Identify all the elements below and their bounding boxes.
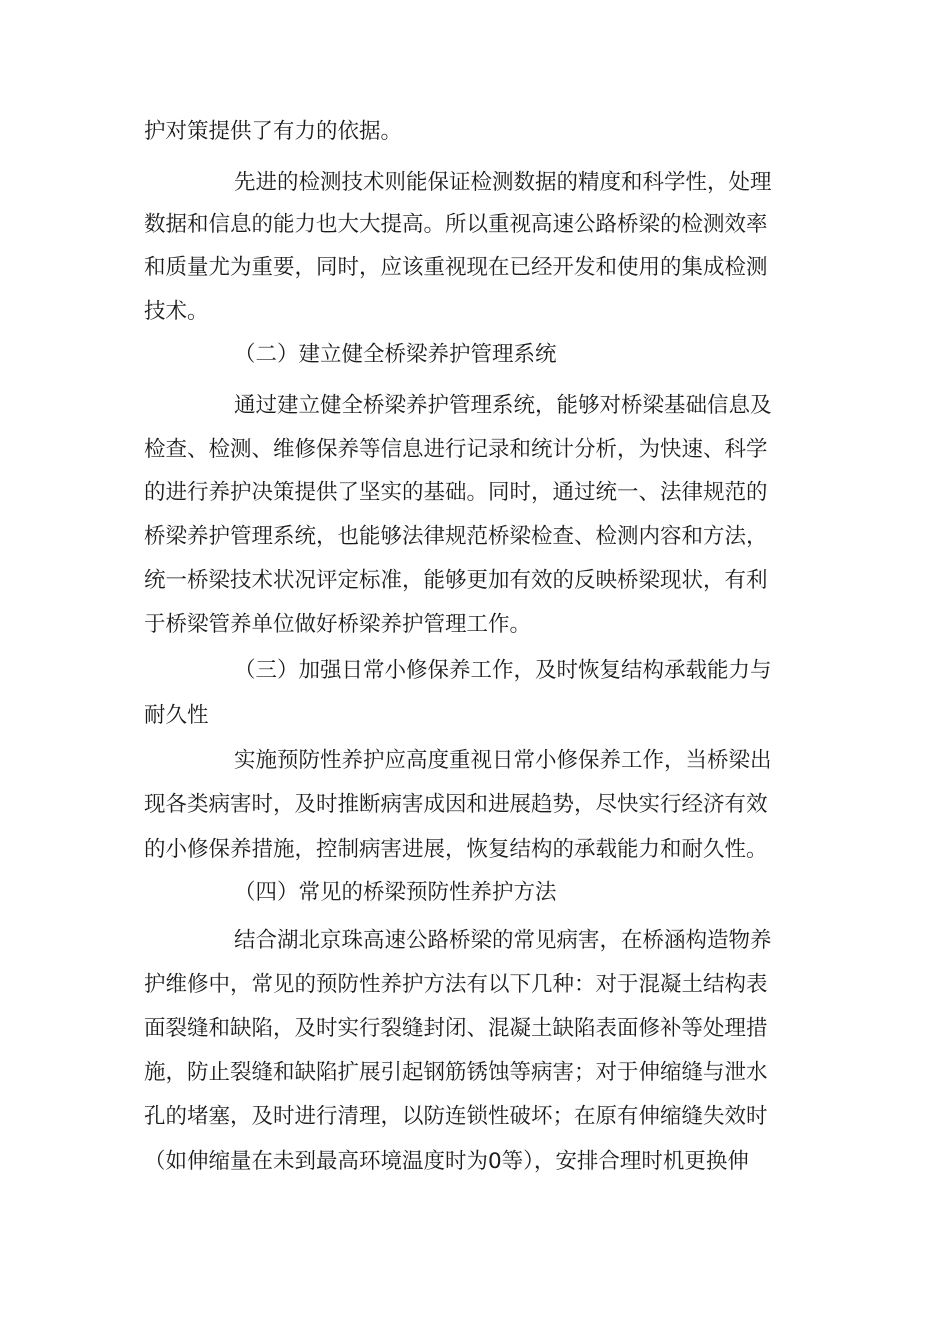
paragraph-line: 于桥梁管养单位做好桥梁养护管理工作。 xyxy=(144,612,532,637)
paragraph-line: 护对策提供了有力的依据。 xyxy=(144,119,403,144)
paragraph-line: 和质量尤为重要，同时，应该重视现在已经开发和使用的集成检测 xyxy=(144,255,768,280)
paragraph-line: 的进行养护决策提供了坚实的基础。同时，通过统一、法律规范的 xyxy=(144,480,768,505)
paragraph-line: 护维修中，常见的预防性养护方法有以下几种：对于混凝土结构表 xyxy=(144,972,768,997)
paragraph-line: （如伸缩量在未到最高环境温度时为0等），安排合理时机更换伸 xyxy=(144,1149,749,1174)
paragraph-line: 结合湖北京珠高速公路桥梁的常见病害，在桥涵构造物养 xyxy=(234,928,772,953)
paragraph-line: 的小修保养措施，控制病害进展，恢复结构的承载能力和耐久性。 xyxy=(144,837,768,862)
paragraph-line: 通过建立健全桥梁养护管理系统，能够对桥梁基础信息及 xyxy=(234,393,772,418)
paragraph-line: 统一桥梁技术状况评定标准，能够更加有效的反映桥梁现状，有利 xyxy=(144,568,768,593)
paragraph-line: 技术。 xyxy=(144,299,209,324)
section-heading: （二）建立健全桥梁养护管理系统 xyxy=(234,342,557,367)
paragraph-line: 实施预防性养护应高度重视日常小修保养工作，当桥梁出 xyxy=(234,748,772,773)
section-heading: （四）常见的桥梁预防性养护方法 xyxy=(234,880,557,905)
paragraph-line: 施，防止裂缝和缺陷扩展引起钢筋锈蚀等病害；对于伸缩缝与泄水 xyxy=(144,1060,768,1085)
section-heading: （三）加强日常小修保养工作，及时恢复结构承载能力与 xyxy=(234,658,772,683)
paragraph-line: 桥梁养护管理系统，也能够法律规范桥梁检查、检测内容和方法， xyxy=(144,524,768,549)
paragraph-line: 面裂缝和缺陷，及时实行裂缝封闭、混凝土缺陷表面修补等处理措 xyxy=(144,1016,768,1041)
paragraph-line: 检查、检测、维修保养等信息进行记录和统计分析，为快速、科学 xyxy=(144,437,768,462)
section-heading-continuation: 耐久性 xyxy=(144,703,209,728)
paragraph-line: 现各类病害时，及时推断病害成因和进展趋势，尽快实行经济有效 xyxy=(144,792,768,817)
paragraph-line: 先进的检测技术则能保证检测数据的精度和科学性，处理 xyxy=(234,170,772,195)
paragraph-line: 数据和信息的能力也大大提高。所以重视高速公路桥梁的检测效率 xyxy=(144,212,768,237)
paragraph-line: 孔的堵塞，及时进行清理，以防连锁性破坏；在原有伸缩缝失效时 xyxy=(144,1104,768,1129)
